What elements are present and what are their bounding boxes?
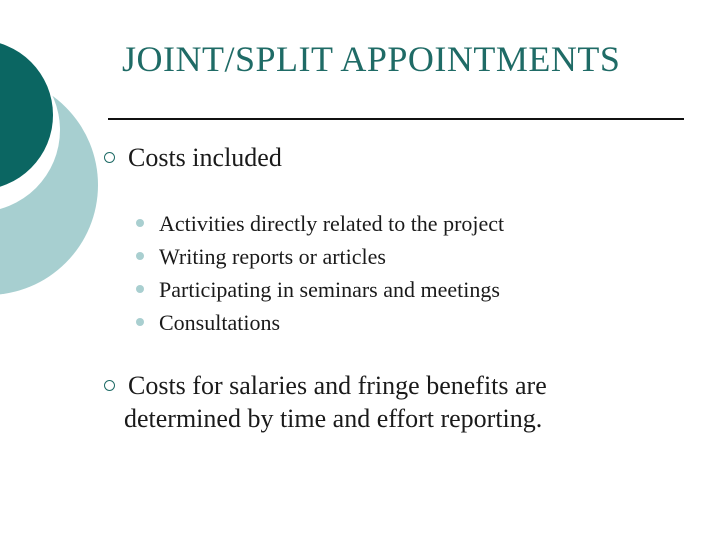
hollow-circle-icon [104, 380, 115, 391]
hollow-circle-icon [104, 152, 115, 163]
sub-item-text: Activities directly related to the project [159, 211, 505, 236]
dot-icon [136, 285, 144, 293]
dot-icon [136, 252, 144, 260]
title-underline [108, 118, 684, 120]
dot-icon [136, 318, 144, 326]
sub-item-text: Participating in seminars and meetings [159, 277, 500, 302]
bullet-costs-included: Costs included [128, 143, 282, 172]
list-item [136, 242, 504, 275]
decorative-circles [0, 0, 120, 300]
sub-item-text: Consultations [159, 310, 281, 335]
sub-item-text: Writing reports or articles [159, 244, 386, 269]
slide-title: JOINT/SPLIT APPOINTMENTS [122, 39, 621, 79]
bullet-salaries-line-2: determined by time and effort reporting. [124, 404, 543, 433]
costs-included-sublist [136, 209, 504, 341]
bullet-salaries-line-1: Costs for salaries and fringe benefits are [128, 371, 547, 400]
list-item [136, 275, 504, 308]
dot-icon [136, 219, 144, 227]
list-item [136, 308, 504, 341]
list-item [136, 209, 504, 242]
